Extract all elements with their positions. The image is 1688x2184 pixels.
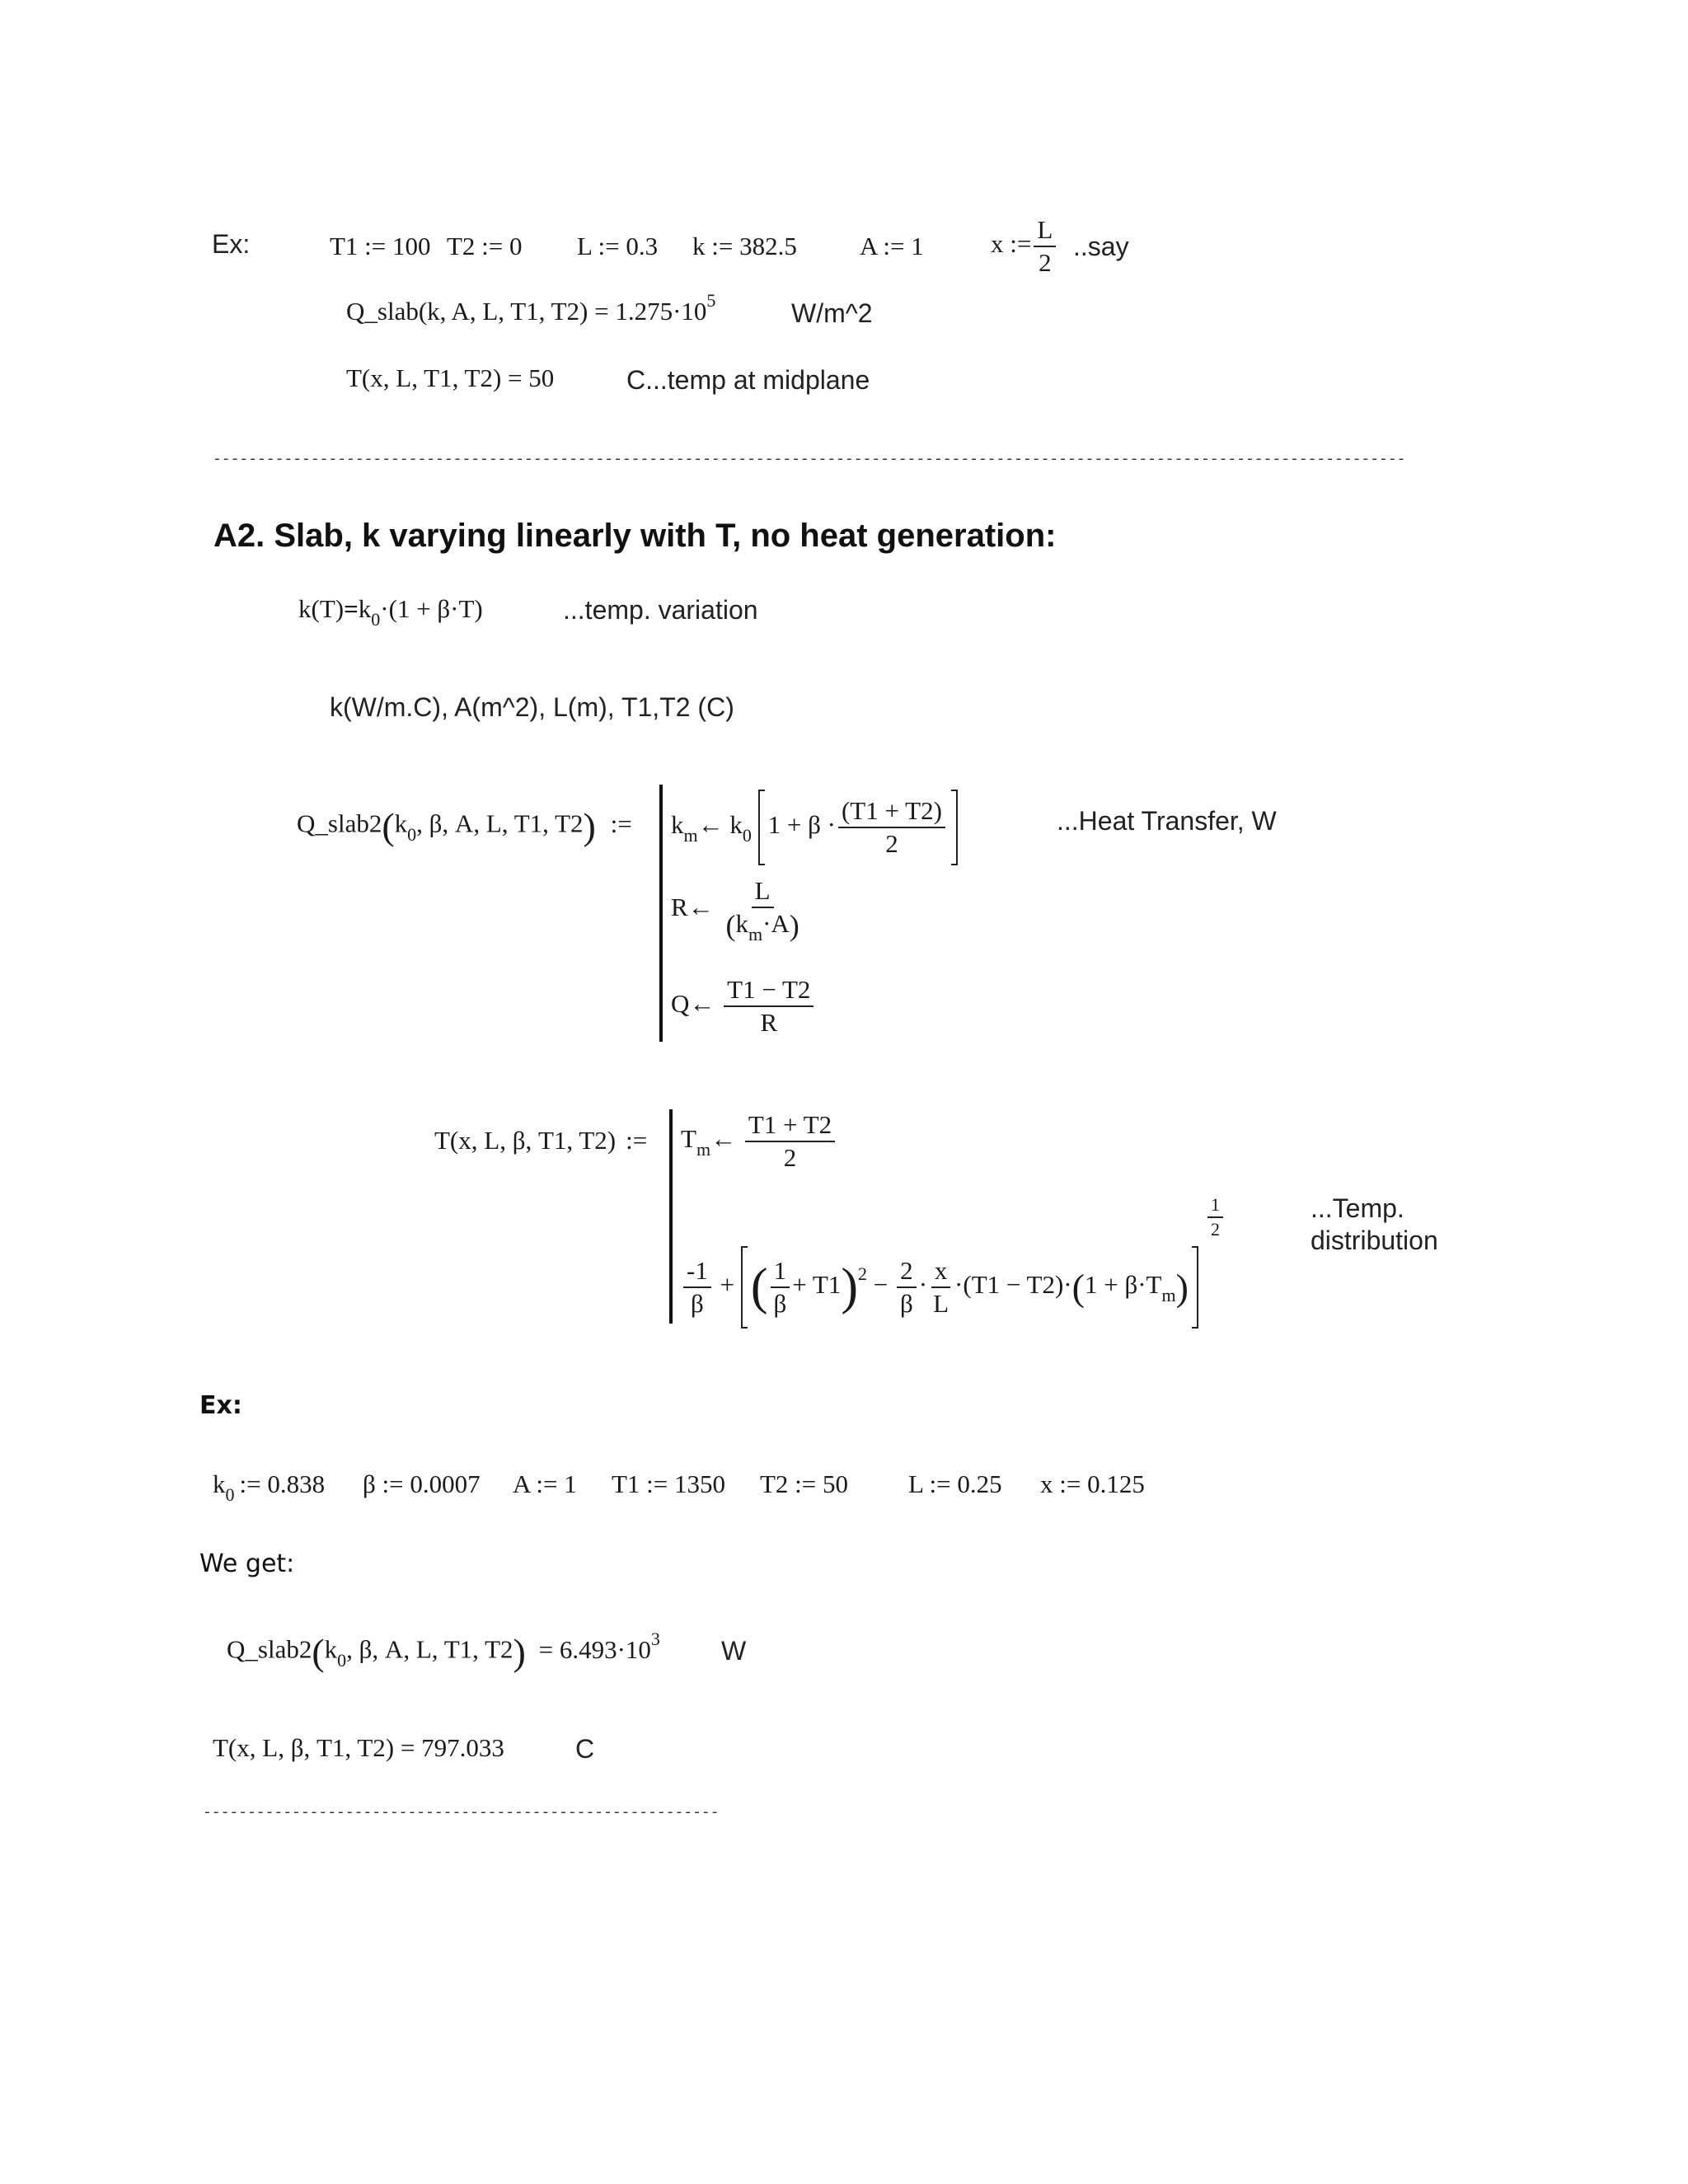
temp-distribution-note-2: distribution — [1311, 1226, 1438, 1255]
a-assignment: A := 1 — [860, 232, 924, 260]
t-function-signature: T(x, L, β, T1, T2) := — [434, 1126, 648, 1155]
temp-distribution-note-1: ...Temp. — [1311, 1193, 1404, 1223]
section-heading: A2. Slab, k varying linearly with T, no heat generation: — [213, 518, 1057, 554]
t-function-line-result: $\frac{-1}{\beta}$ + ( $\frac{1}{\beta}$ + T1)$^2$ − $\frac{2}{\beta}$ · $\frac{x}{L}$ $\cdot(T1 - T2)\cdot(1 + \beta\cdot T_m)$ — [681, 1246, 1198, 1329]
t-function-line-tm: $T_m\leftarrow$ $\frac{T1 + T2}{2}$ — [681, 1111, 837, 1172]
t1-2-assignment: T1 := 1350 — [612, 1469, 726, 1498]
t-result-unit: C — [575, 1734, 595, 1764]
l2-assignment: L := 0.25 — [908, 1469, 1002, 1498]
x-note: ..say — [1073, 232, 1129, 261]
q-slab2-line-km: $k_m\leftarrow$ $k_0$ 1 + β · $\frac{(T1 + T2)}{2}$ — [671, 790, 958, 865]
separator: -------------------------------------------------------------------------------------------------------------------------------------- — [213, 452, 1406, 468]
we-get-label: We get: — [199, 1549, 295, 1578]
k0-assignment: $k_0$ := 0.838 — [213, 1469, 326, 1505]
x-assignment: x := $\frac{L}{2}$ — [991, 216, 1058, 277]
t2-assignment: T2 := 0 — [447, 232, 523, 260]
t-midplane-result: T(x, L, T1, T2) = 50 — [346, 363, 555, 392]
k-temperature-definition: $k(T)=k_0\cdot(1 + \beta\cdot T)$ — [298, 594, 483, 630]
l-assignment: L := 0.3 — [577, 232, 659, 260]
beta-assignment: β := 0.0007 — [363, 1469, 481, 1498]
q-slab-unit: W/m^2 — [791, 298, 873, 328]
t-function-program-block — [669, 1109, 1250, 1324]
t1-assignment: T1 := 100 — [330, 232, 431, 260]
q-slab-result: Q_slab(k, A, L, T1, $T2) = 1.275\cdot 10^5$ — [346, 290, 716, 326]
k-assignment: k := 382.5 — [692, 232, 797, 260]
t2-2-assignment: T2 := 50 — [760, 1469, 849, 1498]
q-slab2-line-q: Q← $\frac{T1 - T2}{R}$ — [671, 976, 816, 1037]
units-line: k(W/m.C), A(m^2), L(m), T1,T2 (C) — [330, 692, 734, 722]
q-slab2-result: $Q\_slab2(k_0$, β, A, L, T1, $T2) = 6.493\cdot 10^3$ — [227, 1628, 660, 1673]
q-slab2-signature: $Q\_slab2(k_0$, β, A, L, T1, T2) := — [297, 805, 632, 847]
example-label: Ex: — [212, 229, 251, 259]
t-result: T(x, L, β, T1, T2) = 797.033 — [213, 1733, 504, 1762]
x2-assignment: x := 0.125 — [1040, 1469, 1145, 1498]
sqrt-exponent: $\frac{1}{2}$ — [1205, 1195, 1226, 1240]
k-variation-note: ...temp. variation — [563, 595, 758, 625]
a2-assignment: A := 1 — [513, 1469, 577, 1498]
example2-label: Ex: — [199, 1391, 242, 1420]
separator-2: ---------------------------------------------------------- — [203, 1805, 720, 1821]
q-slab2-program-block — [659, 785, 1009, 1042]
q-slab2-line-r: R← $\frac{L}{(k_m\cdot A)}$ — [671, 876, 799, 945]
heat-transfer-note: ...Heat Transfer, W — [1057, 806, 1277, 836]
q-slab2-unit: W — [721, 1636, 747, 1666]
t-midplane-note: C...temp at midplane — [626, 365, 870, 395]
